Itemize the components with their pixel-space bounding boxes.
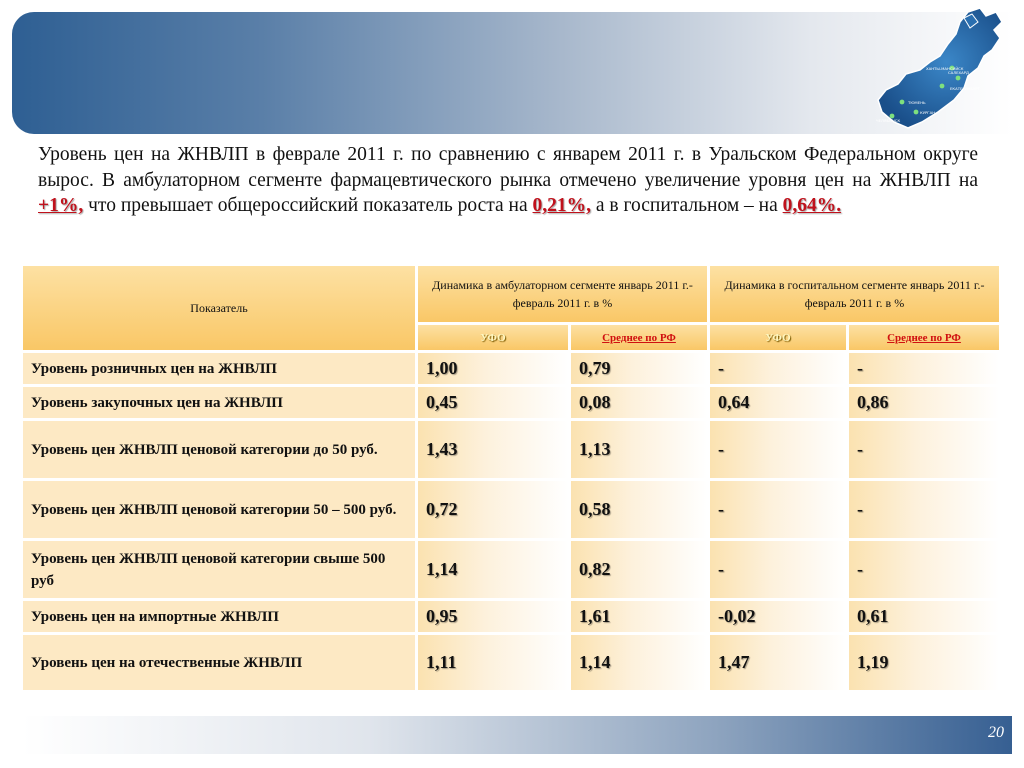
- svg-text:САЛЕХАРД: САЛЕХАРД: [948, 70, 969, 75]
- highlight-ambulatory-growth: +1%,: [38, 195, 84, 216]
- value-cell: 1,19: [849, 635, 999, 690]
- table-row: [23, 387, 999, 418]
- value-cell: 1,11: [418, 635, 568, 690]
- value-cell: -: [710, 541, 846, 598]
- header-rf-hospital: Среднее по РФ: [849, 325, 999, 350]
- value-cell: 1,47: [710, 635, 846, 690]
- header-indicator: Показатель: [23, 266, 415, 350]
- value-cell: 1,14: [571, 635, 707, 690]
- value-cell: 0,08: [571, 387, 707, 418]
- value-cell: -: [849, 353, 999, 384]
- price-dynamics-table: [20, 263, 1002, 693]
- header-ambulatory-segment: Динамика в амбулаторном сегменте январь 2011 г.-февраль 2011 г. в %: [418, 266, 707, 322]
- svg-text:КУРГАН: КУРГАН: [920, 110, 936, 115]
- value-cell: -: [849, 541, 999, 598]
- svg-text:ЧЕЛЯБИНСК: ЧЕЛЯБИНСК: [876, 118, 901, 123]
- row-label: Уровень цен ЖНВЛП ценовой категории свыше 500 руб: [23, 541, 415, 598]
- header-ufo-hospital: УФО: [710, 325, 846, 350]
- value-cell: 1,43: [418, 421, 568, 478]
- table-row: [23, 481, 999, 538]
- value-cell: 1,00: [418, 353, 568, 384]
- value-cell: -0,02: [710, 601, 846, 632]
- table-row: [23, 635, 999, 690]
- value-cell: 0,64: [710, 387, 846, 418]
- value-cell: 0,58: [571, 481, 707, 538]
- ural-district-map-icon: [868, 4, 1018, 132]
- highlight-hospital-growth: 0,64%.: [782, 195, 842, 216]
- bottom-bar: [22, 716, 1012, 754]
- top-banner: [12, 12, 1012, 134]
- row-label: Уровень цен на отечественные ЖНВЛП: [23, 635, 415, 690]
- row-label: Уровень цен на импортные ЖНВЛП: [23, 601, 415, 632]
- page-number: 20: [988, 724, 1004, 741]
- table-row: [23, 421, 999, 478]
- value-cell: -: [849, 481, 999, 538]
- value-cell: 0,95: [418, 601, 568, 632]
- value-cell: -: [710, 421, 846, 478]
- value-cell: 1,14: [418, 541, 568, 598]
- intro-text-1: Уровень цен на ЖНВЛП в феврале 2011 г. по сравнению с январем 2011 г. в Уральском Федеральном округе вырос. В амбулаторном сегменте фармацевтического рынка отмечено увеличение уровня цен на ЖНВЛП на: [38, 144, 978, 191]
- svg-text:ТЮМЕНЬ: ТЮМЕНЬ: [908, 100, 926, 105]
- row-label: Уровень розничных цен на ЖНВЛП: [23, 353, 415, 384]
- header-rf-ambulatory: Среднее по РФ: [571, 325, 707, 350]
- intro-text-2: что превышает общероссийский показатель роста на: [83, 195, 533, 216]
- value-cell: -: [710, 481, 846, 538]
- intro-paragraph: [38, 142, 978, 219]
- table-row: [23, 541, 999, 598]
- svg-text:ЕКАТЕРИНБУРГ: ЕКАТЕРИНБУРГ: [950, 86, 980, 91]
- value-cell: 1,61: [571, 601, 707, 632]
- value-cell: 0,72: [418, 481, 568, 538]
- table-row: [23, 353, 999, 384]
- header-ufo-ambulatory: УФО: [418, 325, 568, 350]
- value-cell: 0,86: [849, 387, 999, 418]
- header-hospital-segment: Динамика в госпитальном сегменте январь 2011 г.-февраль 2011 г. в %: [710, 266, 999, 322]
- table-row: [23, 601, 999, 632]
- value-cell: 0,45: [418, 387, 568, 418]
- highlight-rf-difference: 0,21%,: [532, 195, 592, 216]
- value-cell: 0,82: [571, 541, 707, 598]
- value-cell: 0,79: [571, 353, 707, 384]
- value-cell: 1,13: [571, 421, 707, 478]
- intro-text-3: а в госпитальном – на: [591, 195, 783, 216]
- value-cell: 0,61: [849, 601, 999, 632]
- value-cell: -: [849, 421, 999, 478]
- row-label: Уровень цен ЖНВЛП ценовой категории до 50 руб.: [23, 421, 415, 478]
- value-cell: -: [710, 353, 846, 384]
- svg-text:ХАНТЫ-МАНСИЙСК: ХАНТЫ-МАНСИЙСК: [926, 66, 964, 71]
- row-label: Уровень закупочных цен на ЖНВЛП: [23, 387, 415, 418]
- row-label: Уровень цен ЖНВЛП ценовой категории 50 – 500 руб.: [23, 481, 415, 538]
